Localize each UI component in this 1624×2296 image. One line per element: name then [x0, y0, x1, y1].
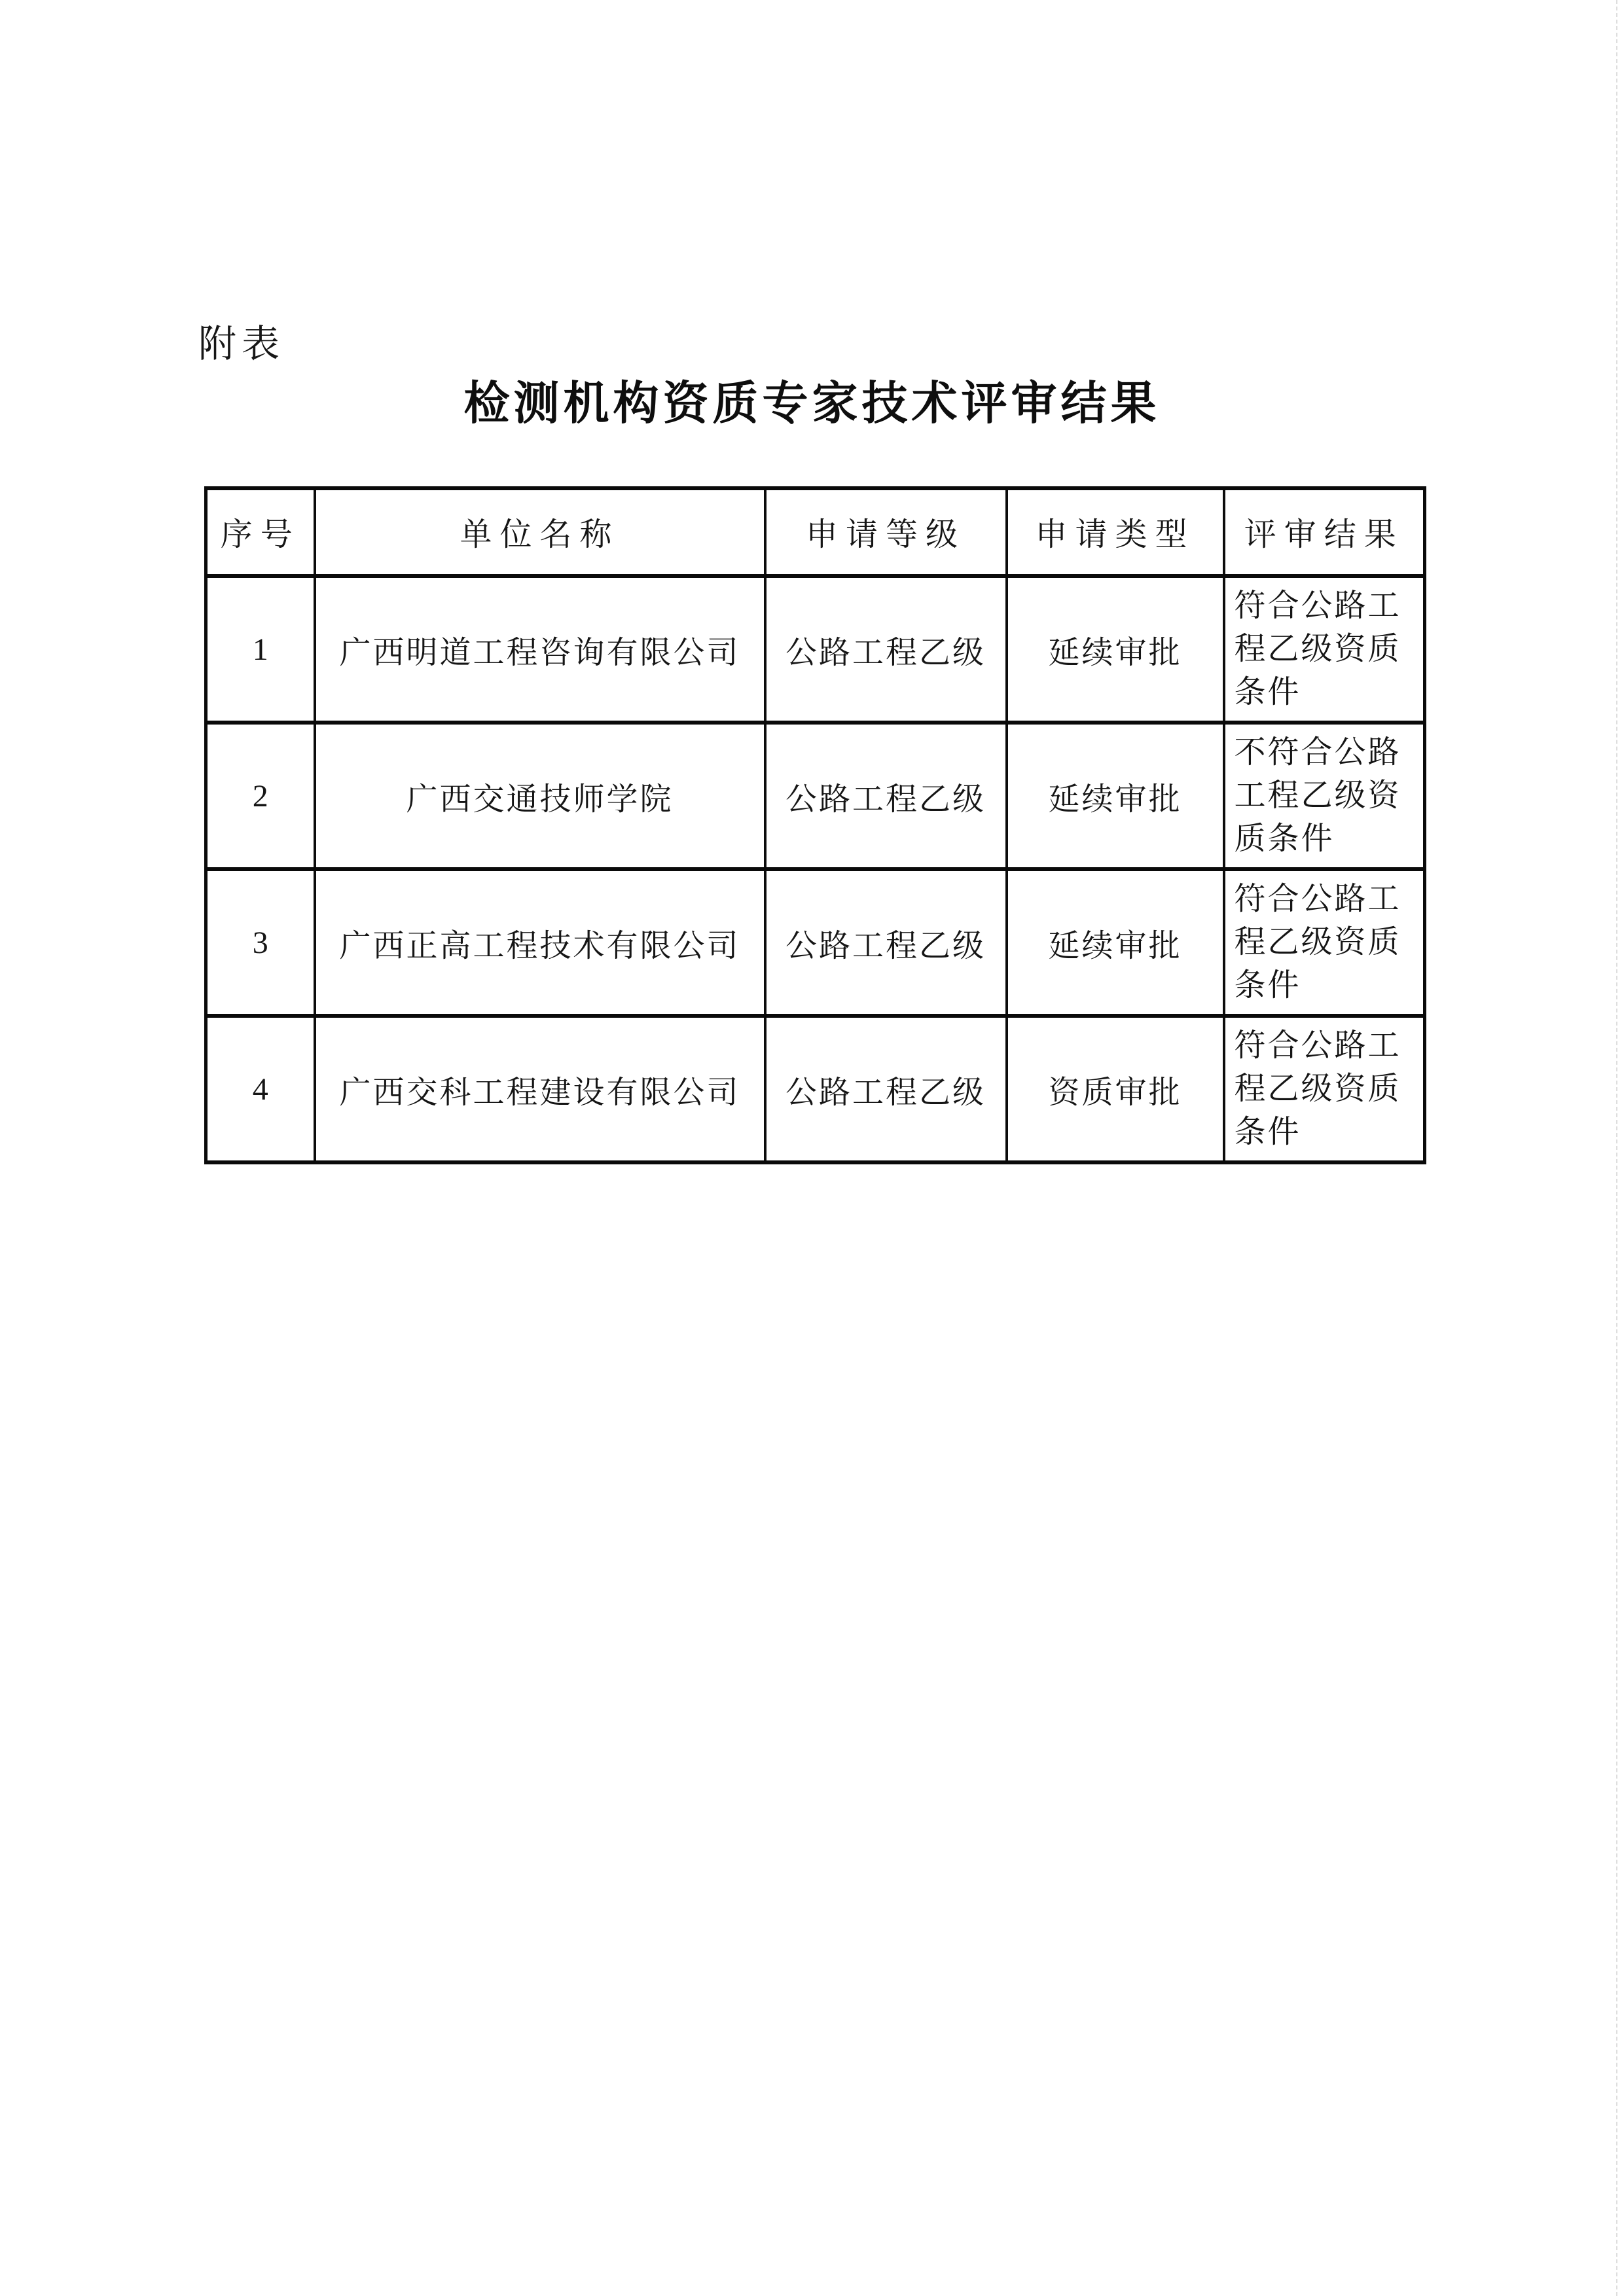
- table-row: [206, 723, 1425, 869]
- cell-level: 公路工程乙级: [765, 576, 1007, 723]
- table-header-row: [206, 488, 1425, 576]
- annex-label: 附表: [198, 323, 285, 365]
- cell-level: 公路工程乙级: [765, 1016, 1007, 1162]
- cell-type: 资质审批: [1007, 1016, 1224, 1162]
- cell-result: 符合公路工程乙级资质条件: [1224, 1016, 1425, 1162]
- column-header-no: 序号: [206, 488, 315, 576]
- cell-result: 不符合公路工程乙级资质条件: [1224, 723, 1425, 869]
- cell-result: 符合公路工程乙级资质条件: [1224, 869, 1425, 1016]
- table-row: [206, 576, 1425, 723]
- cell-no: 3: [206, 869, 315, 1016]
- column-header-type: 申请类型: [1007, 488, 1224, 576]
- cell-type: 延续审批: [1007, 869, 1224, 1016]
- cell-unit: 广西正高工程技术有限公司: [315, 869, 765, 1016]
- scan-edge-artifact: [1616, 0, 1617, 2296]
- cell-result: 符合公路工程乙级资质条件: [1224, 576, 1425, 723]
- column-header-unit: 单位名称: [315, 488, 765, 576]
- cell-type: 延续审批: [1007, 723, 1224, 869]
- cell-level: 公路工程乙级: [765, 869, 1007, 1016]
- cell-unit: 广西交科工程建设有限公司: [315, 1016, 765, 1162]
- cell-unit: 广西交通技师学院: [315, 723, 765, 869]
- review-results-table: [204, 486, 1426, 1164]
- document-title: 检测机构资质专家技术评审结果: [463, 379, 1161, 429]
- cell-no: 1: [206, 576, 315, 723]
- cell-no: 4: [206, 1016, 315, 1162]
- cell-type: 延续审批: [1007, 576, 1224, 723]
- table-row: [206, 869, 1425, 1016]
- table-row: [206, 1016, 1425, 1162]
- cell-unit: 广西明道工程咨询有限公司: [315, 576, 765, 723]
- column-header-result: 评审结果: [1224, 488, 1425, 576]
- cell-no: 2: [206, 723, 315, 869]
- cell-level: 公路工程乙级: [765, 723, 1007, 869]
- column-header-level: 申请等级: [765, 488, 1007, 576]
